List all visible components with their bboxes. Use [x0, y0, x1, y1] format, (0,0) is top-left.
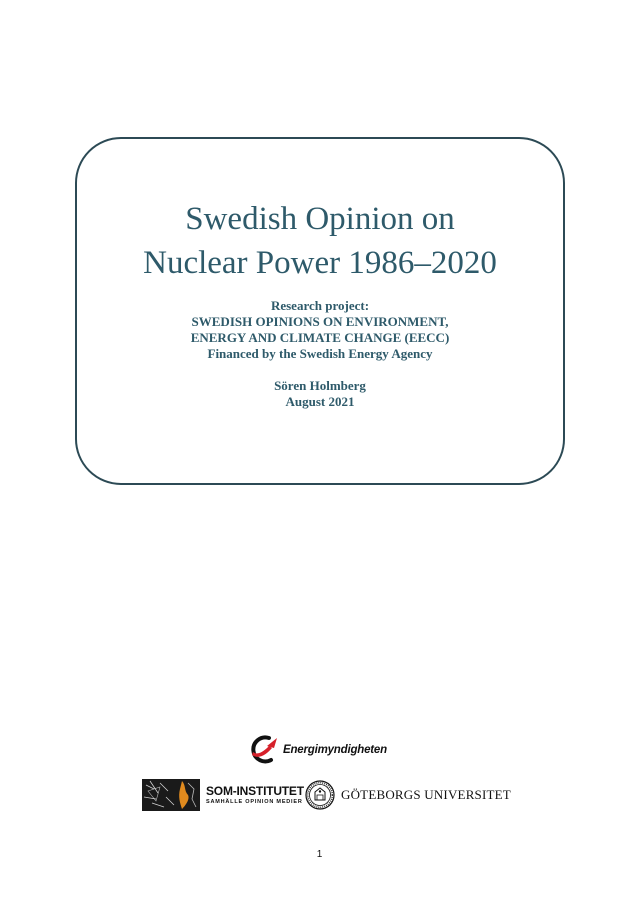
som-institutet-name: SOM-INSTITUTET — [206, 783, 304, 798]
sweden-map-icon — [142, 779, 200, 811]
author-name: Sören Holmberg — [274, 378, 366, 393]
som-tagline: SAMHÄLLE OPINION MEDIER — [206, 798, 303, 805]
energimyndigheten-icon — [247, 734, 281, 766]
energimyndigheten-name: Energimyndigheten — [283, 744, 387, 756]
university-seal-icon — [305, 780, 335, 810]
goteborgs-universitet-name: GÖTEBORGS UNIVERSITET — [341, 787, 511, 802]
som-text-block — [206, 785, 304, 806]
project-info — [77, 298, 563, 410]
energimyndigheten-logo — [247, 733, 387, 767]
goteborgs-universitet-logo — [305, 779, 511, 811]
title-line-2: Nuclear Power 1986–2020 — [143, 245, 497, 281]
title-line-1: Swedish Opinion on — [185, 201, 455, 237]
project-name-line-2: ENERGY AND CLIMATE CHANGE (EECC) — [190, 330, 450, 345]
project-name-line-1: SWEDISH OPINIONS ON ENVIRONMENT, — [191, 314, 449, 329]
project-label: Research project: — [270, 298, 370, 313]
title-box — [75, 137, 565, 485]
som-institutet-logo — [142, 779, 304, 811]
page-number: 1 — [316, 849, 323, 860]
funding-note: Financed by the Swedish Energy Agency — [207, 346, 433, 361]
spacer — [77, 362, 563, 378]
document-title — [77, 197, 563, 285]
publication-date: August 2021 — [285, 394, 355, 409]
